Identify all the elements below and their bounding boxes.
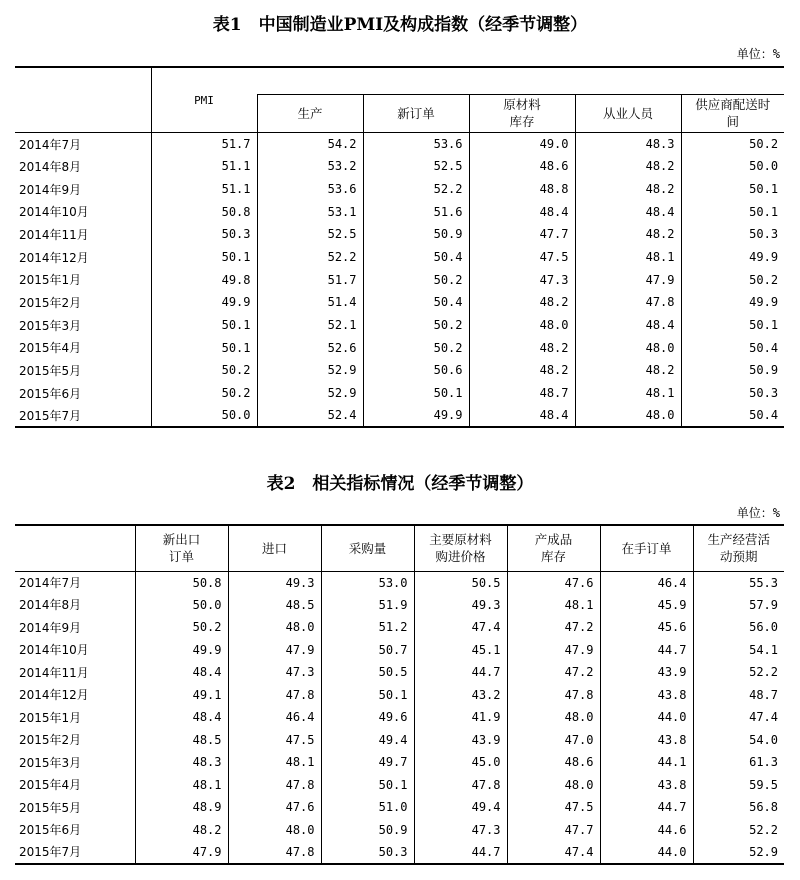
table-row <box>15 706 784 729</box>
value-cell: 48.2 <box>469 359 575 382</box>
table-row <box>15 774 784 797</box>
value-cell: 54.0 <box>693 729 784 752</box>
column-header: 产成品 库存 <box>507 525 600 571</box>
table-row <box>15 359 784 382</box>
value-cell: 47.8 <box>228 684 321 707</box>
value-cell: 48.5 <box>228 594 321 617</box>
table-row <box>15 200 784 223</box>
value-cell: 43.2 <box>414 684 507 707</box>
value-cell: 45.9 <box>600 594 693 617</box>
row-month: 2014年11月 <box>19 227 89 242</box>
row-month: 2014年11月 <box>19 665 89 680</box>
value-cell: 47.2 <box>507 661 600 684</box>
value-cell: 49.9 <box>363 404 469 427</box>
row-month: 2015年1月 <box>19 710 82 725</box>
value-cell: 48.2 <box>469 291 575 314</box>
value-cell: 53.6 <box>363 132 469 155</box>
value-cell: 51.6 <box>363 200 469 223</box>
value-cell: 51.4 <box>257 291 363 314</box>
value-cell: 50.3 <box>151 223 257 246</box>
row-month: 2014年8月 <box>19 598 82 613</box>
row-month: 2015年4月 <box>19 778 82 793</box>
value-cell: 48.0 <box>228 616 321 639</box>
value-cell: 59.5 <box>693 774 784 797</box>
value-cell: 48.1 <box>507 594 600 617</box>
header-group <box>257 67 784 94</box>
value-cell: 48.7 <box>693 684 784 707</box>
value-cell: 47.4 <box>693 706 784 729</box>
value-cell: 46.4 <box>600 571 693 594</box>
table2-title: 表2 相关指标情况（经季节调整） <box>266 474 534 494</box>
value-cell: 48.0 <box>575 404 681 427</box>
value-cell: 48.1 <box>575 246 681 269</box>
value-cell: 44.0 <box>600 841 693 864</box>
value-cell: 50.1 <box>321 774 414 797</box>
value-cell: 45.6 <box>600 616 693 639</box>
value-cell: 52.6 <box>257 336 363 359</box>
table-row <box>15 291 784 314</box>
table-row <box>15 382 784 405</box>
value-cell: 47.5 <box>228 729 321 752</box>
value-cell: 52.9 <box>257 382 363 405</box>
value-cell: 50.5 <box>414 571 507 594</box>
table-row <box>15 268 784 291</box>
value-cell: 50.9 <box>321 819 414 842</box>
row-month: 2014年9月 <box>19 182 82 197</box>
value-cell: 48.6 <box>469 155 575 178</box>
table-row <box>15 684 784 707</box>
value-cell: 47.6 <box>228 796 321 819</box>
column-header: 主要原材料 购进价格 <box>414 525 507 571</box>
value-cell: 50.1 <box>151 336 257 359</box>
table-row <box>15 132 784 155</box>
value-cell: 43.9 <box>600 661 693 684</box>
value-cell: 48.2 <box>469 336 575 359</box>
row-month: 2014年7月 <box>15 132 151 155</box>
value-cell: 43.8 <box>600 684 693 707</box>
value-cell: 52.2 <box>693 819 784 842</box>
table-row <box>15 639 784 662</box>
value-cell: 48.3 <box>575 132 681 155</box>
value-cell: 50.1 <box>363 382 469 405</box>
value-cell: 50.9 <box>363 223 469 246</box>
value-cell: 48.4 <box>135 706 228 729</box>
row-month: 2015年6月 <box>19 386 82 401</box>
table-row <box>15 729 784 752</box>
value-cell: 50.2 <box>681 268 784 291</box>
header-blank <box>15 525 135 571</box>
value-cell: 54.1 <box>693 639 784 662</box>
table-row <box>15 751 784 774</box>
value-cell: 47.6 <box>507 571 600 594</box>
value-cell: 43.8 <box>600 774 693 797</box>
table-row <box>15 178 784 201</box>
table-row <box>15 841 784 864</box>
value-cell: 48.6 <box>507 751 600 774</box>
value-cell: 49.3 <box>414 594 507 617</box>
value-cell: 52.9 <box>693 841 784 864</box>
value-cell: 50.8 <box>151 200 257 223</box>
row-month: 2014年12月 <box>19 688 89 703</box>
row-month: 2015年6月 <box>19 823 82 838</box>
column-header: 新订单 <box>363 94 469 132</box>
value-cell: 50.7 <box>321 639 414 662</box>
row-month: 2015年5月 <box>19 363 82 378</box>
value-cell: 50.1 <box>681 314 784 337</box>
value-cell: 48.1 <box>575 382 681 405</box>
value-cell: 48.0 <box>469 314 575 337</box>
value-cell: 50.3 <box>321 841 414 864</box>
value-cell: 48.4 <box>135 661 228 684</box>
value-cell: 56.8 <box>693 796 784 819</box>
value-cell: 49.6 <box>321 706 414 729</box>
row-month: 2015年3月 <box>19 318 82 333</box>
value-cell: 44.0 <box>600 706 693 729</box>
row-month: 2014年8月 <box>19 159 82 174</box>
value-cell: 50.6 <box>363 359 469 382</box>
value-cell: 50.2 <box>363 268 469 291</box>
value-cell: 50.4 <box>681 336 784 359</box>
value-cell: 47.9 <box>135 841 228 864</box>
value-cell: 49.7 <box>321 751 414 774</box>
value-cell: 45.1 <box>414 639 507 662</box>
value-cell: 48.1 <box>135 774 228 797</box>
value-cell: 50.4 <box>363 246 469 269</box>
value-cell: 50.0 <box>681 155 784 178</box>
value-cell: 48.0 <box>575 336 681 359</box>
value-cell: 61.3 <box>693 751 784 774</box>
value-cell: 47.9 <box>228 639 321 662</box>
value-cell: 44.7 <box>414 661 507 684</box>
value-cell: 46.4 <box>228 706 321 729</box>
table1-title: 表1 中国制造业PMI及构成指数（经季节调整） <box>212 15 588 35</box>
value-cell: 43.8 <box>600 729 693 752</box>
value-cell: 48.4 <box>469 404 575 427</box>
value-cell: 48.1 <box>228 751 321 774</box>
value-cell: 51.7 <box>151 132 257 155</box>
value-cell: 52.4 <box>257 404 363 427</box>
value-cell: 48.8 <box>469 178 575 201</box>
value-cell: 50.2 <box>151 359 257 382</box>
value-cell: 47.7 <box>507 819 600 842</box>
value-cell: 47.3 <box>228 661 321 684</box>
value-cell: 50.4 <box>681 404 784 427</box>
value-cell: 44.7 <box>600 639 693 662</box>
value-cell: 52.2 <box>693 661 784 684</box>
value-cell: 53.0 <box>321 571 414 594</box>
value-cell: 51.2 <box>321 616 414 639</box>
value-cell: 47.8 <box>414 774 507 797</box>
value-cell: 48.0 <box>228 819 321 842</box>
value-cell: 53.1 <box>257 200 363 223</box>
value-cell: 48.7 <box>469 382 575 405</box>
table-row <box>15 661 784 684</box>
row-month: 2015年3月 <box>19 755 82 770</box>
header-blank <box>15 67 151 132</box>
value-cell: 50.3 <box>681 223 784 246</box>
value-cell: 48.4 <box>575 200 681 223</box>
column-header: 从业人员 <box>575 94 681 132</box>
pmi-table <box>15 66 784 428</box>
value-cell: 47.9 <box>507 639 600 662</box>
value-cell: 50.9 <box>681 359 784 382</box>
value-cell: 49.8 <box>151 268 257 291</box>
value-cell: 50.1 <box>681 200 784 223</box>
value-cell: 50.2 <box>363 314 469 337</box>
value-cell: 47.2 <box>507 616 600 639</box>
row-month: 2014年10月 <box>19 643 89 658</box>
value-cell: 51.7 <box>257 268 363 291</box>
value-cell: 44.6 <box>600 819 693 842</box>
value-cell: 44.7 <box>414 841 507 864</box>
value-cell: 55.3 <box>693 571 784 594</box>
column-header: 生产 <box>257 94 363 132</box>
table-row <box>15 571 784 594</box>
row-month: 2015年1月 <box>19 273 82 288</box>
value-cell: 57.9 <box>693 594 784 617</box>
value-cell: 50.3 <box>681 382 784 405</box>
value-cell: 48.0 <box>507 774 600 797</box>
value-cell: 49.4 <box>414 796 507 819</box>
table-row <box>15 336 784 359</box>
value-cell: 50.1 <box>151 246 257 269</box>
value-cell: 52.5 <box>363 155 469 178</box>
table-row <box>15 246 784 269</box>
value-cell: 50.2 <box>681 132 784 155</box>
value-cell: 49.9 <box>681 291 784 314</box>
value-cell: 47.4 <box>507 841 600 864</box>
value-cell: 51.1 <box>151 155 257 178</box>
value-cell: 49.0 <box>469 132 575 155</box>
value-cell: 56.0 <box>693 616 784 639</box>
value-cell: 47.7 <box>469 223 575 246</box>
row-month: 2015年4月 <box>19 341 82 356</box>
row-month: 2015年2月 <box>19 295 82 310</box>
value-cell: 47.5 <box>469 246 575 269</box>
value-cell: 48.2 <box>135 819 228 842</box>
row-month: 2014年9月 <box>19 620 82 635</box>
row-month: 2015年5月 <box>19 800 82 815</box>
table-row <box>15 819 784 842</box>
value-cell: 50.2 <box>151 382 257 405</box>
value-cell: 47.3 <box>414 819 507 842</box>
column-header: 生产经营活 动预期 <box>693 525 784 571</box>
value-cell: 43.9 <box>414 729 507 752</box>
value-cell: 48.2 <box>575 178 681 201</box>
row-month: 2014年12月 <box>19 250 89 265</box>
value-cell: 47.0 <box>507 729 600 752</box>
value-cell: 50.2 <box>135 616 228 639</box>
column-header: 进口 <box>228 525 321 571</box>
value-cell: 44.7 <box>600 796 693 819</box>
value-cell: 48.3 <box>135 751 228 774</box>
value-cell: 50.4 <box>363 291 469 314</box>
column-header: 原材料 库存 <box>469 94 575 132</box>
value-cell: 48.2 <box>575 359 681 382</box>
value-cell: 51.0 <box>321 796 414 819</box>
column-header: 采购量 <box>321 525 414 571</box>
value-cell: 44.1 <box>600 751 693 774</box>
value-cell: 48.2 <box>575 223 681 246</box>
value-cell: 49.1 <box>135 684 228 707</box>
row-month: 2015年7月 <box>19 845 82 860</box>
value-cell: 51.1 <box>151 178 257 201</box>
value-cell: 54.2 <box>257 132 363 155</box>
value-cell: 52.1 <box>257 314 363 337</box>
value-cell: 53.2 <box>257 155 363 178</box>
value-cell: 49.3 <box>228 571 321 594</box>
value-cell: 51.9 <box>321 594 414 617</box>
table-row <box>15 796 784 819</box>
value-cell: 52.5 <box>257 223 363 246</box>
value-cell: 48.4 <box>575 314 681 337</box>
column-header: 供应商配送时 间 <box>681 94 784 132</box>
value-cell: 47.8 <box>228 774 321 797</box>
value-cell: 48.9 <box>135 796 228 819</box>
value-cell: 47.8 <box>228 841 321 864</box>
value-cell: 50.1 <box>681 178 784 201</box>
table-row <box>15 616 784 639</box>
table-row <box>15 223 784 246</box>
value-cell: 52.9 <box>257 359 363 382</box>
value-cell: 47.5 <box>507 796 600 819</box>
value-cell: 41.9 <box>414 706 507 729</box>
value-cell: 53.6 <box>257 178 363 201</box>
table-row <box>15 155 784 178</box>
value-cell: 50.2 <box>363 336 469 359</box>
value-cell: 49.9 <box>681 246 784 269</box>
value-cell: 47.9 <box>575 268 681 291</box>
value-cell: 47.8 <box>575 291 681 314</box>
value-cell: 47.3 <box>469 268 575 291</box>
table2-unit: 单位：% <box>736 506 780 520</box>
row-month: 2014年10月 <box>19 205 89 220</box>
row-month: 2014年7月 <box>15 571 135 594</box>
value-cell: 47.8 <box>507 684 600 707</box>
table-row <box>15 314 784 337</box>
column-header: 在手订单 <box>600 525 693 571</box>
row-month: 2015年2月 <box>19 733 82 748</box>
related-indicators-table <box>15 524 784 865</box>
value-cell: 50.1 <box>321 684 414 707</box>
value-cell: 50.1 <box>151 314 257 337</box>
value-cell: 50.0 <box>135 594 228 617</box>
value-cell: 48.4 <box>469 200 575 223</box>
column-header: 新出口 订单 <box>135 525 228 571</box>
value-cell: 50.0 <box>151 404 257 427</box>
header-pmi: PMI <box>151 67 257 132</box>
row-month: 2015年7月 <box>19 408 82 423</box>
value-cell: 52.2 <box>363 178 469 201</box>
value-cell: 49.4 <box>321 729 414 752</box>
value-cell: 48.0 <box>507 706 600 729</box>
table-row <box>15 404 784 427</box>
value-cell: 47.4 <box>414 616 507 639</box>
value-cell: 49.9 <box>151 291 257 314</box>
value-cell: 50.8 <box>135 571 228 594</box>
value-cell: 49.9 <box>135 639 228 662</box>
value-cell: 48.2 <box>575 155 681 178</box>
value-cell: 50.5 <box>321 661 414 684</box>
value-cell: 52.2 <box>257 246 363 269</box>
table-row <box>15 594 784 617</box>
value-cell: 48.5 <box>135 729 228 752</box>
table1-unit: 单位：% <box>736 47 780 61</box>
value-cell: 45.0 <box>414 751 507 774</box>
